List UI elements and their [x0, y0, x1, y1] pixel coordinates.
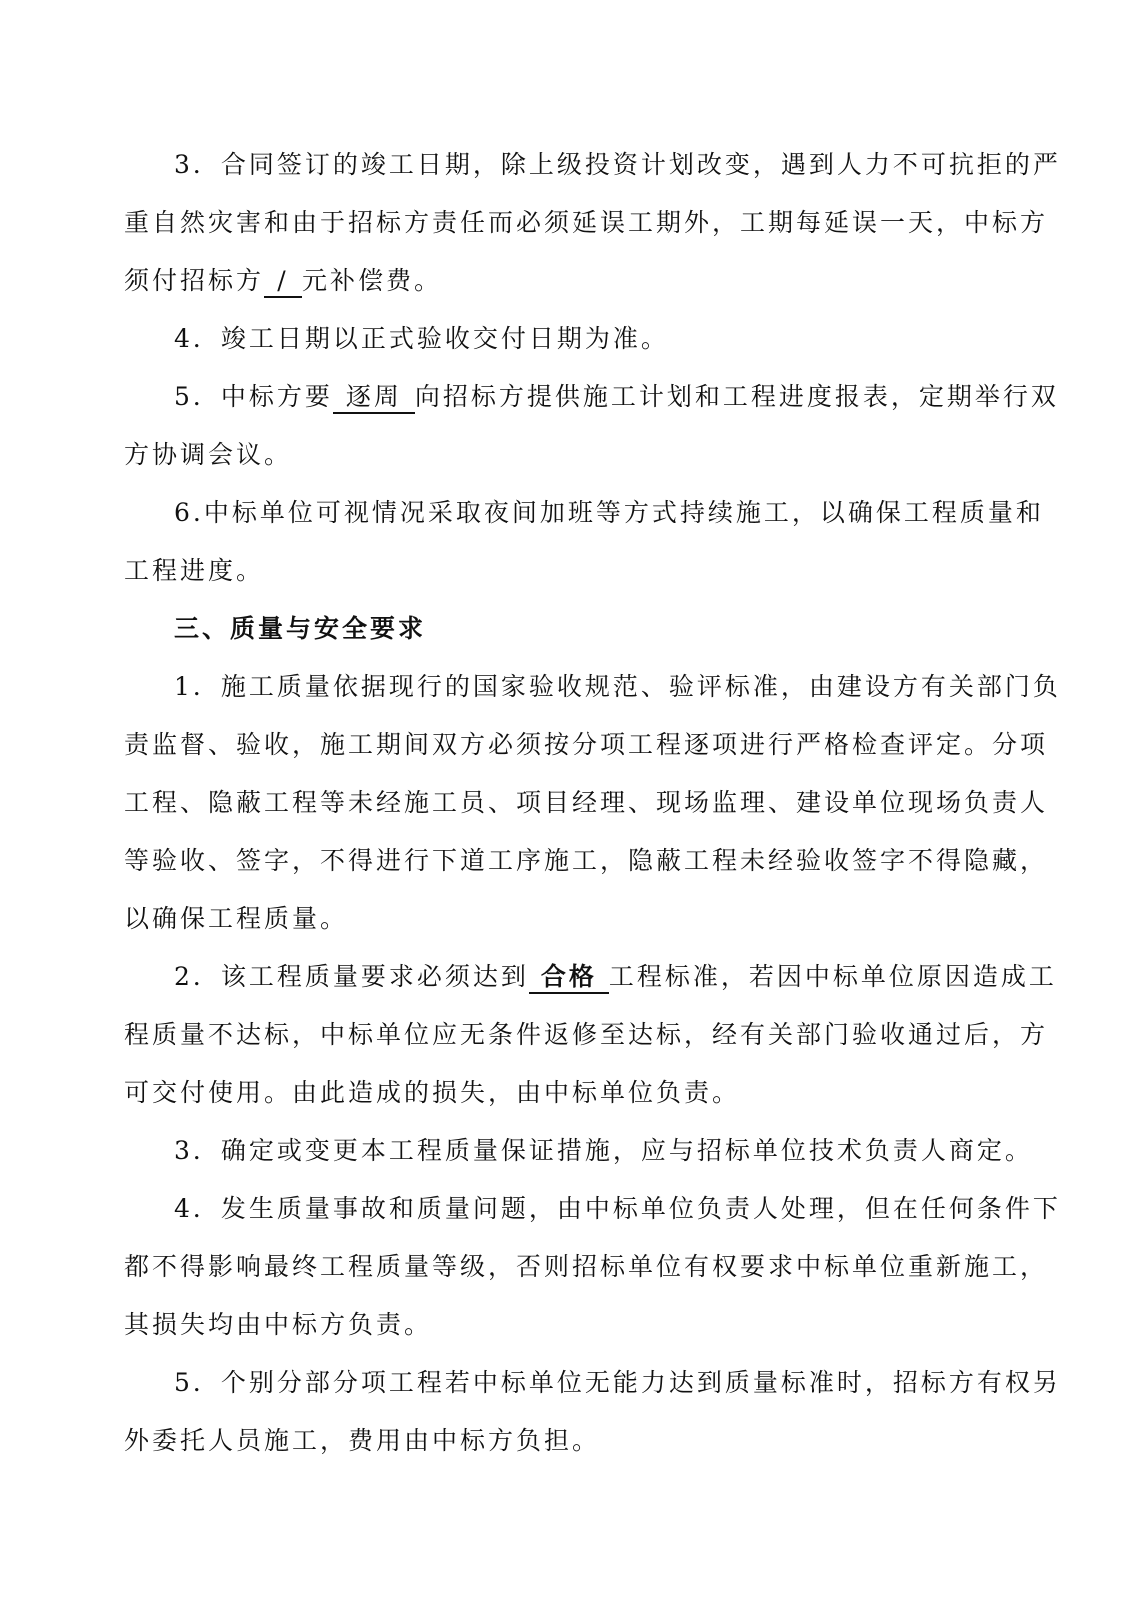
clause-5-line-2: 方协调会议。 [124, 440, 293, 469]
quality-1-line-1: 1．施工质量依据现行的国家验收规范、验评标准，由建设方有关部门负 [174, 672, 1061, 701]
clause-6-line-1: 6.中标单位可视情况采取夜间加班等方式持续施工，以确保工程质量和 [174, 498, 1044, 527]
quality-2-line-1 [174, 960, 1057, 994]
quality-4-line-2: 都不得影响最终工程质量等级，否则招标单位有权要求中标单位重新施工， [124, 1252, 1049, 1281]
compensation-amount-blank: / [264, 266, 302, 298]
clause-6-line-2: 工程进度。 [124, 556, 265, 585]
quality-standard-blank: 合格 [529, 962, 609, 994]
quality-1-line-3: 工程、隐蔽工程等未经施工员、项目经理、现场监理、建设单位现场负责人 [124, 788, 1049, 817]
schedule-frequency-blank: 逐周 [333, 382, 415, 414]
quality-5-line-1: 5．个别分部分项工程若中标单位无能力达到质量标准时，招标方有权另 [174, 1368, 1061, 1397]
quality-1-line-4: 等验收、签字，不得进行下道工序施工，隐蔽工程未经验收签字不得隐藏， [124, 846, 1049, 875]
section-3-heading: 三、质量与安全要求 [174, 614, 427, 643]
quality-1-line-2: 责监督、验收，施工期间双方必须按分项工程逐项进行严格检查评定。分项 [124, 730, 1049, 759]
quality-2-text-after-blank: 工程标准，若因中标单位原因造成工 [608, 962, 1057, 991]
quality-5-line-2: 外委托人员施工，费用由中标方负担。 [124, 1426, 601, 1455]
quality-4-line-3: 其损失均由中标方负责。 [124, 1310, 433, 1339]
clause-3-line-2: 重自然灾害和由于招标方责任而必须延误工期外，工期每延误一天，中标方 [124, 208, 1049, 237]
quality-2-line-3: 可交付使用。由此造成的损失，由中标单位负责。 [124, 1078, 741, 1107]
clause-3-text-before-blank: 须付招标方 [124, 266, 265, 295]
clause-4-line-1: 4．竣工日期以正式验收交付日期为准。 [174, 324, 669, 353]
clause-5-line-1 [174, 380, 1059, 414]
quality-2-line-2: 程质量不达标，中标单位应无条件返修至达标，经有关部门验收通过后，方 [124, 1020, 1049, 1049]
clause-3-line-1: 3．合同签订的竣工日期，除上级投资计划改变，遇到人力不可抗拒的严 [174, 150, 1061, 179]
quality-3-line-1: 3．确定或变更本工程质量保证措施，应与招标单位技术负责人商定。 [174, 1136, 1033, 1165]
clause-5-text-before-blank: 5．中标方要 [174, 382, 333, 411]
clause-3-text-after-blank: 元补偿费。 [302, 266, 443, 295]
clause-5-text-after-blank: 向招标方提供施工计划和工程进度报表，定期举行双 [414, 382, 1059, 411]
clause-3-line-3 [124, 264, 442, 298]
quality-4-line-1: 4．发生质量事故和质量问题，由中标单位负责人处理，但在任何条件下 [174, 1194, 1061, 1223]
quality-1-line-5: 以确保工程质量。 [124, 904, 349, 933]
quality-2-text-before-blank: 2．该工程质量要求必须达到 [174, 962, 529, 991]
